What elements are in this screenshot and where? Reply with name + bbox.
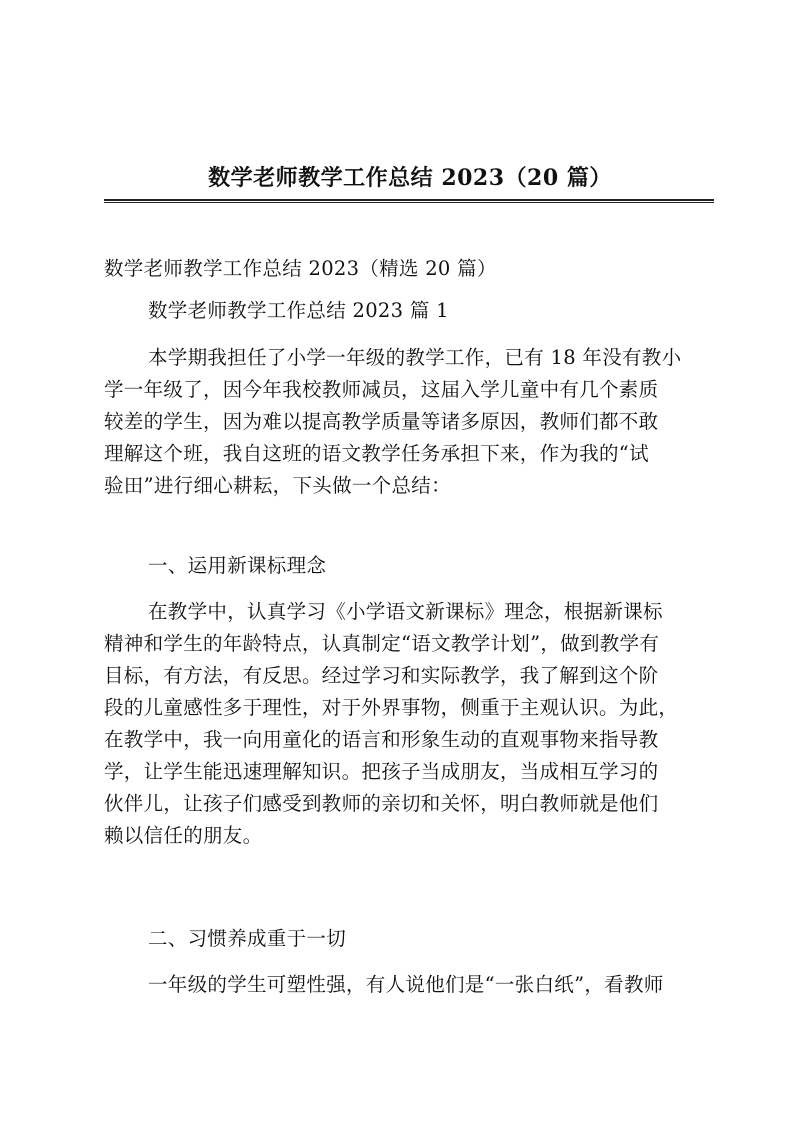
section-heading: 一、运用新课标理念: [148, 554, 327, 577]
paragraph-line: 一年级的学生可塑性强，有人说他们是“一张白纸”，看教师: [148, 973, 664, 996]
section-heading: 二、习惯养成重于一切: [148, 927, 347, 950]
paragraph-line: 验田”进行细心耕耘，下头做一个总结：: [104, 474, 451, 497]
paragraph-line: 在教学中，认真学习《小学语文新课标》理念，根据新课标: [148, 600, 663, 623]
paragraph-line: 伙伴儿，让孩子们感受到教师的亲切和关怀，明白教师就是他们: [104, 792, 659, 815]
paragraph-line: 段的儿童感性多于理性，对于外界事物，侧重于主观认识。为此，: [104, 696, 679, 719]
paragraph-line: 本学期我担任了小学一年级的教学工作，已有 18 年没有教小: [148, 346, 682, 369]
paragraph-line: 精神和学生的年龄特点，认真制定“语文教学计划”，做到教学有: [104, 632, 660, 655]
document-subtitle: 数学老师教学工作总结 2023（精选 20 篇）: [104, 257, 497, 280]
paragraph-line: 学一年级了，因今年我校教师减员，这届入学儿童中有几个素质: [104, 378, 659, 401]
document-title: 数学老师教学工作总结 2023（20 篇）: [208, 165, 612, 191]
paragraph-line: 在教学中，我一向用童化的语言和形象生动的直观事物来指导教: [104, 728, 659, 751]
paragraph-line: 较差的学生，因为难以提高教学质量等诸多原因，教师们都不敢: [104, 410, 659, 433]
paragraph-line: 赖以信任的朋友。: [104, 824, 263, 847]
paragraph-line: 理解这个班，我自这班的语文教学任务承担下来，作为我的“试: [104, 442, 649, 465]
title-divider: [104, 199, 714, 203]
article-heading: 数学老师教学工作总结 2023 篇 1: [148, 299, 449, 322]
paragraph-line: 目标，有方法，有反思。经过学习和实际教学，我了解到这个阶: [104, 664, 659, 687]
paragraph-line: 学，让学生能迅速理解知识。把孩子当成朋友，当成相互学习的: [104, 760, 659, 783]
